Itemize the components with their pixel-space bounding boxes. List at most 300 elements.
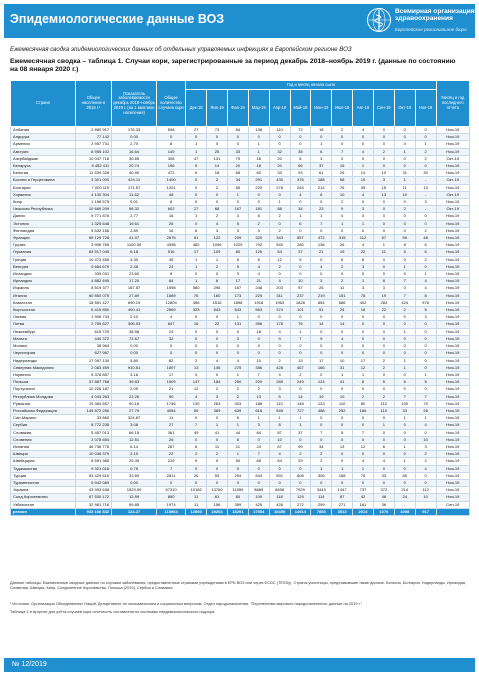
incidence-cell: 424.11 — [112, 177, 157, 184]
month-cases-cell: 19 — [353, 177, 374, 184]
who-org-name-line1: Всемирная организация — [395, 8, 475, 15]
month-cases-cell: 0 — [332, 155, 353, 162]
month-cases-cell: 248 — [248, 285, 269, 292]
last-report-cell: Ноя-19 — [436, 350, 469, 357]
table-row — [11, 465, 470, 472]
header-month: Окт-19 — [394, 90, 415, 127]
month-cases-cell: 1008 — [394, 508, 415, 515]
month-cases-cell: 8889 — [248, 487, 269, 494]
month-cases-cell: 64 — [269, 249, 290, 256]
month-cases-cell: 7 — [394, 292, 415, 299]
month-cases-cell: 0 — [373, 199, 394, 206]
total-cases-cell: 67310 — [157, 487, 186, 494]
month-cases-cell: 214 — [394, 487, 415, 494]
month-cases-cell: 0 — [373, 127, 394, 134]
country-cell: Турция — [11, 472, 76, 479]
month-cases-cell: 33 — [373, 472, 394, 479]
population-cell: 9 684 679 — [75, 263, 112, 270]
month-cases-cell: 10 — [290, 278, 311, 285]
month-cases-cell: 0 — [207, 436, 228, 443]
month-cases-cell: 11 — [373, 249, 394, 256]
month-cases-cell: 80 — [227, 249, 248, 256]
month-cases-cell: 22 — [207, 321, 228, 328]
month-cases-cell: 0 — [186, 134, 207, 141]
population-cell: 2 759 627 — [75, 321, 112, 328]
month-cases-cell: 0 — [394, 429, 415, 436]
table-row — [11, 494, 470, 501]
total-cases-cell: 2569 — [157, 307, 186, 314]
country-cell: регион — [11, 508, 76, 515]
population-cell: 65 129 728 — [75, 235, 112, 242]
month-cases-cell: 34 — [290, 206, 311, 213]
month-cases-cell: 3 — [227, 213, 248, 220]
month-cases-cell: 21 — [248, 278, 269, 285]
month-cases-cell: 0 — [394, 386, 415, 393]
month-cases-cell: 136 — [311, 242, 332, 249]
population-cell: 83 517 045 — [75, 249, 112, 256]
month-cases-cell: 2 — [186, 451, 207, 458]
incidence-cell: 6.18 — [112, 249, 157, 256]
month-cases-cell: 167 — [227, 206, 248, 213]
month-cases-cell: 27 — [186, 127, 207, 134]
month-cases-cell: 109 — [248, 494, 269, 501]
month-cases-cell: 14 — [353, 170, 374, 177]
month-cases-cell: 41 — [207, 429, 228, 436]
month-cases-cell: 9 — [311, 335, 332, 342]
month-cases-cell: 2 — [353, 393, 374, 400]
table-row — [11, 335, 470, 342]
month-cases-cell: 4 — [269, 328, 290, 335]
table-row — [11, 155, 470, 162]
month-cases-cell: 2 — [290, 451, 311, 458]
month-cases-cell: 1 — [373, 242, 394, 249]
month-cases-cell: 1 — [186, 256, 207, 263]
incidence-cell: 1100.39 — [112, 242, 157, 249]
month-cases-cell: 8 — [353, 256, 374, 263]
last-report-cell: Ноя-19 — [436, 184, 469, 191]
month-cases-cell: 1 — [394, 177, 415, 184]
month-cases-cell: 7 — [290, 335, 311, 342]
month-cases-cell: 3 — [353, 206, 374, 213]
month-cases-cell: 112 — [373, 400, 394, 407]
month-cases-cell: 0 — [311, 256, 332, 263]
month-cases-cell: 2 — [415, 227, 436, 234]
header-month: Июн-19 — [311, 90, 332, 127]
month-cases-cell: 0 — [332, 415, 353, 422]
total-cases-cell: 90 — [157, 393, 186, 400]
incidence-cell: 19.61 — [112, 220, 157, 227]
month-cases-cell: 0 — [373, 429, 394, 436]
month-cases-cell: 2 — [248, 220, 269, 227]
month-cases-cell: 7 — [248, 451, 269, 458]
month-cases-cell: 167 — [227, 285, 248, 292]
last-report-cell: Ноя-19 — [436, 271, 469, 278]
month-cases-cell: 67 — [269, 443, 290, 450]
month-cases-cell: 1 — [227, 191, 248, 198]
month-cases-cell: 0 — [269, 350, 290, 357]
month-cases-cell: 6 — [227, 436, 248, 443]
month-cases-cell: 0 — [186, 350, 207, 357]
population-cell: 8 519 377 — [75, 285, 112, 292]
country-cell: Швеция — [11, 451, 76, 458]
month-cases-cell: 0 — [415, 479, 436, 486]
month-cases-cell: 1963 — [269, 299, 290, 306]
month-cases-cell: 0 — [353, 350, 374, 357]
month-cases-cell: 3 — [207, 227, 228, 234]
month-cases-cell: 402 — [353, 299, 374, 306]
month-cases-cell: - — [394, 501, 415, 508]
month-cases-cell: 0 — [186, 371, 207, 378]
month-cases-cell: 57 — [373, 235, 394, 242]
month-cases-cell: 0 — [394, 227, 415, 234]
incidence-cell: 38.98 — [112, 328, 157, 335]
month-cases-cell: - — [415, 191, 436, 198]
month-cases-cell: 0 — [332, 213, 353, 220]
month-cases-cell: 0 — [186, 415, 207, 422]
month-cases-cell: 0 — [415, 429, 436, 436]
month-cases-cell: 0 — [332, 343, 353, 350]
month-cases-cell: 0 — [394, 220, 415, 227]
total-cases-cell: 847 — [157, 321, 186, 328]
month-cases-cell: 20 — [227, 163, 248, 170]
month-cases-cell: 0 — [394, 199, 415, 206]
month-cases-cell: 1 — [394, 415, 415, 422]
month-cases-cell: 7853 — [311, 508, 332, 515]
month-cases-cell: 0 — [394, 285, 415, 292]
month-cases-cell: 0 — [394, 256, 415, 263]
month-cases-cell: 2 — [207, 386, 228, 393]
month-cases-cell: 0 — [269, 271, 290, 278]
month-cases-cell: 3 — [227, 335, 248, 342]
population-cell: 1 198 575 — [75, 199, 112, 206]
month-cases-cell: 806 — [290, 472, 311, 479]
population-cell: 8 955 102 — [75, 148, 112, 155]
month-cases-cell: 2 — [207, 451, 228, 458]
month-cases-cell: 0 — [415, 343, 436, 350]
month-cases-cell: 203 — [269, 285, 290, 292]
month-cases-cell: 2 — [248, 386, 269, 393]
month-cases-cell: 0 — [373, 227, 394, 234]
month-cases-cell: 0 — [269, 343, 290, 350]
month-cases-cell: 2 — [207, 184, 228, 191]
country-cell: Албания — [11, 127, 76, 134]
month-cases-cell: 6 — [394, 379, 415, 386]
month-cases-cell: 0 — [207, 191, 228, 198]
month-cases-cell: 5 — [373, 379, 394, 386]
month-cases-cell: 66 — [290, 163, 311, 170]
population-cell: 10 226 187 — [75, 386, 112, 393]
incidence-cell: 0.00 — [112, 479, 157, 486]
country-cell: Азербайджан — [11, 155, 76, 162]
month-cases-cell: 0 — [353, 213, 374, 220]
incidence-cell: 27.79 — [112, 407, 157, 414]
population-cell: 5 771 876 — [75, 213, 112, 220]
month-cases-cell: 1096 — [207, 242, 228, 249]
month-cases-cell: 0 — [373, 386, 394, 393]
total-cases-cell: 26 — [157, 436, 186, 443]
month-cases-cell: 10 — [269, 436, 290, 443]
month-cases-cell: 4 — [332, 335, 353, 342]
incidence-cell: 124.27 — [112, 508, 157, 515]
month-cases-cell: 2 — [415, 148, 436, 155]
month-cases-cell: 81 — [207, 494, 228, 501]
month-cases-cell: 8 — [290, 155, 311, 162]
month-cases-cell: 160 — [207, 292, 228, 299]
month-cases-cell: 0 — [311, 350, 332, 357]
month-cases-cell: 64 — [269, 458, 290, 465]
month-cases-cell: 131 — [207, 155, 228, 162]
last-report-cell: Ноя-19 — [436, 386, 469, 393]
month-cases-cell: 24 — [394, 494, 415, 501]
month-cases-cell: 1 — [353, 220, 374, 227]
total-cases-cell: 850 — [157, 494, 186, 501]
footnote-data-source: Данные таблицы: Ежемесячные сводные данные по случаям заболевания, предоставленные странами учреждениям в ЕРБ ВОЗ или через ECDC (TESSy). Страны участницы, представившие такие данные: Бельгия, Болгария, Нидерланды, Ирландия, Словения, Швеция, Кипр, Соединенное Королевство, Польша (2019), Сербия и Словакия. — [10, 580, 467, 590]
month-cases-cell: 278 — [269, 184, 290, 191]
month-cases-cell: 25 — [332, 170, 353, 177]
month-cases-cell: 0 — [353, 415, 374, 422]
table-row — [11, 451, 470, 458]
table-row — [11, 235, 470, 242]
population-cell: 17 097 130 — [75, 357, 112, 364]
incidence-cell: 2.10 — [112, 314, 157, 321]
month-cases-cell: 0 — [394, 321, 415, 328]
month-cases-cell: 0 — [290, 386, 311, 393]
month-cases-cell: 0 — [227, 479, 248, 486]
country-cell: Дания — [11, 213, 76, 220]
last-report-cell: Ноя-19 — [436, 249, 469, 256]
last-report-cell: Ноя-19 — [436, 148, 469, 155]
month-cases-cell: 0 — [353, 343, 374, 350]
table-row — [11, 407, 470, 414]
month-cases-cell: 11 — [332, 285, 353, 292]
total-cases-cell: 508 — [157, 127, 186, 134]
month-cases-cell: 0 — [332, 350, 353, 357]
population-cell: 18 551 427 — [75, 299, 112, 306]
month-cases-cell: 0 — [311, 436, 332, 443]
month-cases-cell: 1 — [290, 328, 311, 335]
month-cases-cell: 11 — [227, 443, 248, 450]
last-report-cell: Ноя-19 — [436, 357, 469, 364]
total-cases-cell: 4 — [157, 314, 186, 321]
incidence-cell: 12.51 — [112, 436, 157, 443]
month-cases-cell: 0 — [394, 350, 415, 357]
month-cases-cell: 60 — [248, 170, 269, 177]
month-cases-cell: 0 — [394, 134, 415, 141]
country-cell: Польша — [11, 379, 76, 386]
total-cases-cell: 6 — [157, 199, 186, 206]
table-row — [11, 443, 470, 450]
population-cell: 8 591 365 — [75, 458, 112, 465]
population-cell: 10 473 455 — [75, 256, 112, 263]
population-cell: 5 532 156 — [75, 227, 112, 234]
month-cases-cell: 72 — [290, 127, 311, 134]
month-cases-cell: 0 — [353, 422, 374, 429]
month-cases-cell: 166 — [311, 364, 332, 371]
month-cases-cell: 323 — [186, 307, 207, 314]
table-row — [11, 350, 470, 357]
month-cases-cell: 12893 — [186, 508, 207, 515]
total-cases-cell: 32 — [157, 335, 186, 342]
table-row — [11, 501, 470, 508]
month-cases-cell: 1 — [332, 220, 353, 227]
month-cases-cell: 0 — [415, 328, 436, 335]
incidence-cell: 0.75 — [112, 465, 157, 472]
month-cases-cell: 1 — [186, 278, 207, 285]
incidence-cell: 690.19 — [112, 299, 157, 306]
country-cell: Люксембург — [11, 328, 76, 335]
month-cases-cell: 2 — [415, 451, 436, 458]
month-cases-cell: 33 — [394, 407, 415, 414]
country-cell: Румыния — [11, 400, 76, 407]
month-cases-cell: 0 — [290, 436, 311, 443]
total-cases-cell: 21 — [157, 386, 186, 393]
month-cases-cell: 0 — [332, 314, 353, 321]
month-cases-cell: 147 — [186, 379, 207, 386]
month-cases-cell: 0 — [186, 199, 207, 206]
last-report-cell: Окт-19 — [436, 155, 469, 162]
last-report-cell: Сен-19 — [436, 501, 469, 508]
table-row — [11, 479, 470, 486]
last-report-cell: Ноя-19 — [436, 364, 469, 371]
table-row — [11, 393, 470, 400]
month-cases-cell: 93 — [290, 170, 311, 177]
footnote-table-note: Таблица 1 в Артрите для учёта случаев кори отчетность составлена по системам епидемиологического надзора. — [10, 608, 216, 614]
month-cases-cell: 374 — [269, 307, 290, 314]
month-cases-cell: 41 — [332, 379, 353, 386]
month-cases-cell: 396 — [248, 321, 269, 328]
month-cases-cell: 4 — [207, 220, 228, 227]
country-cell: Исландия — [11, 271, 76, 278]
measles-table — [10, 80, 470, 516]
month-cases-cell: 0 — [186, 436, 207, 443]
month-cases-cell: 2 — [207, 263, 228, 270]
month-cases-cell: 124 — [311, 379, 332, 386]
month-cases-cell: 2 — [207, 213, 228, 220]
month-cases-cell: 1 — [248, 415, 269, 422]
month-cases-cell: - — [415, 501, 436, 508]
total-cases-cell: 1746 — [157, 400, 186, 407]
month-cases-cell: 5 — [227, 220, 248, 227]
month-cases-cell: 1 — [394, 328, 415, 335]
month-cases-cell: 296 — [207, 285, 228, 292]
month-cases-cell: 5 — [415, 379, 436, 386]
table-row — [11, 227, 470, 234]
population-cell: 5 378 857 — [75, 371, 112, 378]
country-cell: Туркменистан — [11, 479, 76, 486]
month-cases-cell: 263 — [207, 400, 228, 407]
header-population: Общее население в 2019 г.¹ — [75, 81, 112, 127]
intro-text: Ежемесячная сводка эпидемиологических данных об отдельных управляемых инфекциях в Европейском регионе ВОЗ — [10, 46, 352, 53]
month-cases-cell: 1 — [394, 458, 415, 465]
country-cell: Грузия — [11, 242, 76, 249]
country-cell: Украина — [11, 487, 76, 494]
month-cases-cell: 0 — [373, 134, 394, 141]
month-cases-cell: 22 — [353, 249, 374, 256]
month-cases-cell: 13 — [332, 443, 353, 450]
month-cases-cell: 68 — [207, 206, 228, 213]
month-cases-cell: 0 — [373, 263, 394, 270]
month-cases-cell: 289 — [269, 379, 290, 386]
header-month: Сен-19 — [373, 90, 394, 127]
month-cases-cell: 0 — [373, 213, 394, 220]
month-cases-cell: 2 — [311, 458, 332, 465]
month-cases-cell: 2 — [394, 307, 415, 314]
month-cases-cell: 8 — [353, 379, 374, 386]
last-report-cell: Ноя-19 — [436, 242, 469, 249]
total-cases-cell: 1974 — [157, 501, 186, 508]
country-cell: Соед.Королевство — [11, 494, 76, 501]
last-report-cell: Ноя-19 — [436, 436, 469, 443]
month-cases-cell: 0 — [353, 321, 374, 328]
month-cases-cell: 0 — [373, 314, 394, 321]
last-report-cell: Ноя-19 — [436, 458, 469, 465]
population-cell: 46 736 776 — [75, 443, 112, 450]
month-cases-cell: 2 — [415, 155, 436, 162]
month-cases-cell: 10 — [415, 494, 436, 501]
month-cases-cell: 214 — [311, 184, 332, 191]
month-cases-cell: 0 — [415, 350, 436, 357]
incidence-cell: 66.15 — [112, 429, 157, 436]
total-cases-cell: 26 — [157, 220, 186, 227]
month-cases-cell: 291 — [248, 177, 269, 184]
month-cases-cell: 2014 — [353, 508, 374, 515]
total-cases-cell: 45 — [157, 256, 186, 263]
total-cases-cell: 12804 — [157, 299, 186, 306]
month-cases-cell: 0 — [248, 343, 269, 350]
month-cases-cell: 1 — [415, 271, 436, 278]
month-cases-cell: 0 — [353, 155, 374, 162]
month-cases-cell: 8 — [415, 292, 436, 299]
incidence-cell: 12.59 — [112, 494, 157, 501]
month-cases-cell: 1 — [394, 364, 415, 371]
month-cases-cell: 173 — [227, 292, 248, 299]
population-cell: 440 372 — [75, 335, 112, 342]
month-cases-cell: 0 — [373, 155, 394, 162]
country-cell: Сербия — [11, 422, 76, 429]
month-cases-cell: 639 — [227, 407, 248, 414]
total-cases-cell: 308 — [157, 155, 186, 162]
month-cases-cell: 4 — [394, 141, 415, 148]
country-cell: Италия — [11, 292, 76, 299]
table-row — [11, 242, 470, 249]
country-cell: Кыргызстан — [11, 307, 76, 314]
last-report-cell: Ноя-19 — [436, 321, 469, 328]
total-cases-cell: 1509 — [157, 379, 186, 386]
month-cases-cell: 0 — [290, 271, 311, 278]
month-cases-cell: - — [415, 177, 436, 184]
header-month: Янв-19 — [207, 90, 228, 127]
total-cases-cell: 4054 — [157, 407, 186, 414]
month-cases-cell: 10 — [415, 436, 436, 443]
month-cases-cell: 14 — [332, 321, 353, 328]
incidence-cell: 0.00 — [112, 343, 157, 350]
month-cases-cell: 727 — [290, 407, 311, 414]
month-cases-cell: 9 — [332, 206, 353, 213]
month-cases-cell: 79 — [227, 155, 248, 162]
month-cases-cell: 488 — [311, 407, 332, 414]
total-cases-cell: 2675 — [157, 235, 186, 242]
month-cases-cell: 59 — [394, 235, 415, 242]
month-cases-cell: 544 — [248, 472, 269, 479]
total-cases-cell: 8 — [157, 271, 186, 278]
month-cases-cell: 6 — [207, 278, 228, 285]
month-cases-cell: 4 — [290, 191, 311, 198]
last-report-cell: Ноя-19 — [436, 278, 469, 285]
month-cases-cell: 65 — [227, 170, 248, 177]
month-cases-cell: 0 — [353, 386, 374, 393]
month-cases-cell: 0 — [311, 328, 332, 335]
population-cell: 11 539 328 — [75, 170, 112, 177]
